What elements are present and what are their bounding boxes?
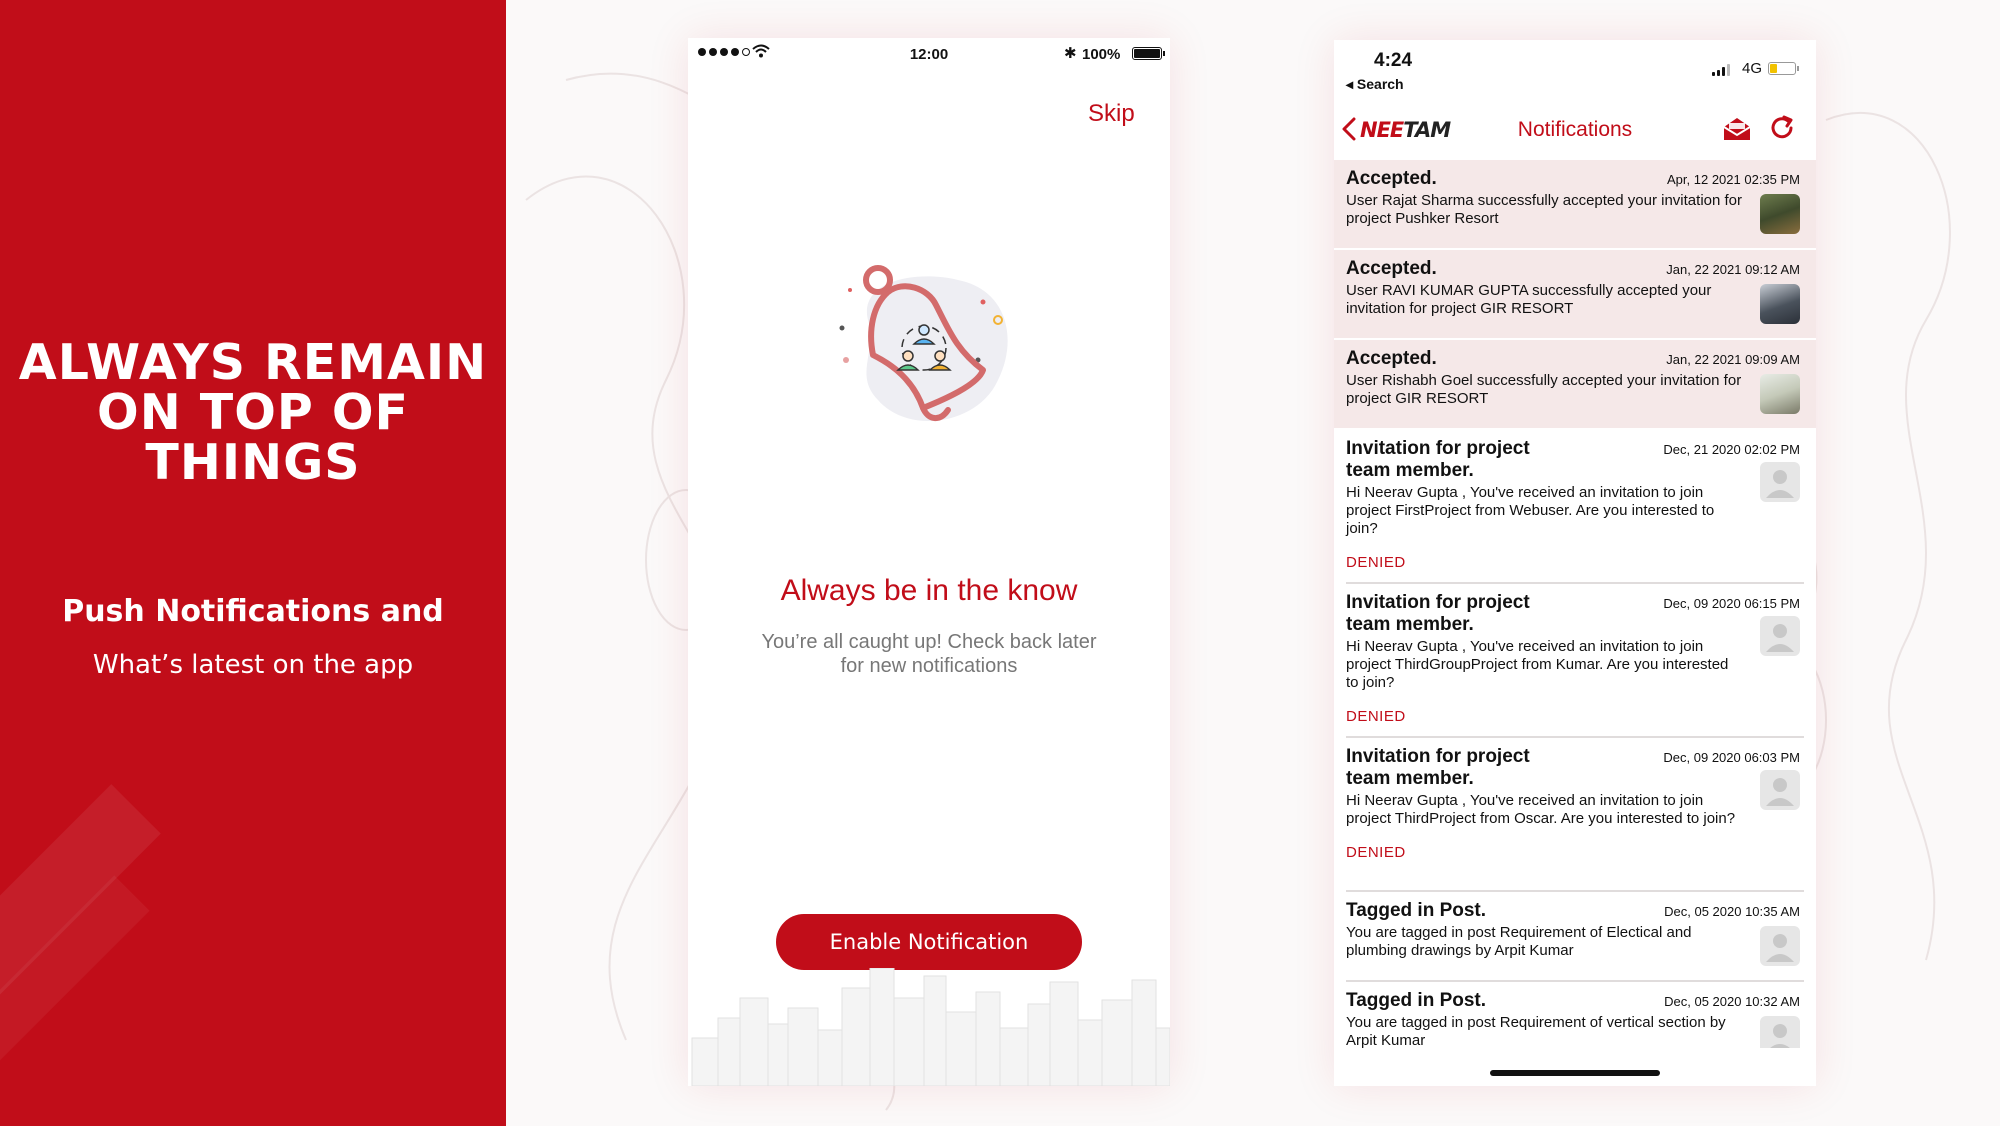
status-badge: DENIED [1346, 554, 1406, 571]
notification-date: Dec, 21 2020 02:02 PM [1663, 442, 1800, 457]
banner-subheading: Push Notifications and [62, 594, 444, 629]
notification-title: Accepted. [1346, 348, 1437, 369]
notification-date: Dec, 05 2020 10:32 AM [1664, 994, 1800, 1009]
page-title: Notifications [1517, 118, 1633, 141]
notification-title: Accepted. [1346, 168, 1437, 189]
notification-title: Invitation for project team member. [1346, 746, 1530, 789]
notification-item[interactable] [1346, 982, 1804, 1048]
refresh-icon[interactable] [1768, 114, 1796, 142]
battery-icon [1768, 62, 1796, 75]
notification-body: User Rishabh Goel successfully accepted your invitation for project GIR RESORT [1346, 372, 1742, 407]
status-time: 4:24 [1374, 50, 1413, 71]
notification-title: Invitation for project team member. [1346, 592, 1530, 635]
notification-body: User RAVI KUMAR GUPTA successfully accepted your invitation for project GIR RESORT [1346, 282, 1712, 317]
notification-title: Invitation for project team member. [1346, 438, 1530, 481]
user-placeholder-icon [1760, 462, 1800, 502]
battery-percent: 100% [1082, 46, 1121, 63]
notification-date: Jan, 22 2021 09:12 AM [1666, 262, 1800, 277]
notification-title: Tagged in Post. [1346, 900, 1487, 921]
notification-body: You are tagged in post Requirement of vertical section by Arpit Kumar [1346, 1014, 1726, 1048]
skip-button[interactable]: Skip [1088, 100, 1135, 127]
banner-headline: ALWAYS REMAIN ON TOP OF THINGS [18, 334, 488, 491]
avatar [1760, 194, 1800, 234]
battery-icon [1132, 47, 1162, 60]
empty-state-title: Always be in the know [780, 574, 1078, 607]
back-to-search-link[interactable]: ◂ Search [1346, 76, 1404, 92]
status-badge: DENIED [1346, 708, 1406, 725]
user-placeholder-icon [1760, 926, 1800, 966]
nav-bar [1334, 102, 1816, 158]
notification-item[interactable] [1334, 160, 1816, 250]
enable-notification-button[interactable]: Enable Notification [776, 914, 1082, 970]
city-skyline-illustration [688, 968, 1170, 1086]
notification-body: You are tagged in post Requirement of Electical and plumbing drawings by Arpit Kumar [1346, 924, 1692, 959]
notification-date: Jan, 22 2021 09:09 AM [1666, 352, 1800, 367]
notification-date: Dec, 09 2020 06:15 PM [1663, 596, 1800, 611]
notification-body: Hi Neerav Gupta , You've received an invitation to join project ThirdProject from Oscar. Are you interested to join? [1346, 792, 1736, 827]
notification-item[interactable] [1346, 892, 1804, 982]
promo-banner [0, 0, 506, 1126]
notification-item[interactable] [1346, 430, 1804, 584]
avatar [1760, 284, 1800, 324]
notification-date: Dec, 09 2020 06:03 PM [1663, 750, 1800, 765]
network-type: 4G [1742, 60, 1763, 77]
notification-item[interactable] [1346, 738, 1804, 892]
notifications-list [1334, 160, 1816, 1048]
notification-item[interactable] [1334, 250, 1816, 340]
phone-screen-enable-notifications [688, 38, 1170, 1086]
phone-screen-notifications-list [1334, 40, 1816, 1086]
notification-body: Hi Neerav Gupta , You've received an invitation to join project FirstProject from Webuser. Are you interested to join? [1346, 484, 1715, 537]
user-placeholder-icon [1760, 770, 1800, 810]
status-time: 12:00 [909, 46, 949, 63]
status-bar [688, 38, 1170, 68]
logo-prefix: NEE [1360, 118, 1404, 142]
notification-body: Hi Neerav Gupta , You've received an invitation to join project ThirdGroupProject from Kumar. Are you interested to join? [1346, 638, 1729, 691]
notification-date: Dec, 05 2020 10:35 AM [1664, 904, 1800, 919]
cellular-signal-icon [1712, 64, 1730, 76]
logo-suffix: TAM [1403, 118, 1451, 142]
bell-people-icon [828, 250, 1028, 450]
empty-state-body: You’re all caught up! Check back later for new notifications [761, 631, 1097, 677]
avatar [1760, 374, 1800, 414]
notification-item[interactable] [1334, 340, 1816, 430]
banner-subtext: What’s latest on the app [92, 650, 414, 680]
user-placeholder-icon [1760, 1016, 1800, 1048]
notification-title: Accepted. [1346, 258, 1437, 279]
envelope-open-icon[interactable] [1722, 116, 1752, 142]
notification-title: Tagged in Post. [1346, 990, 1487, 1011]
notification-date: Apr, 12 2021 02:35 PM [1667, 172, 1800, 187]
bluetooth-icon: ✱ [1064, 45, 1077, 62]
user-placeholder-icon [1760, 616, 1800, 656]
notification-body: User Rajat Sharma successfully accepted your invitation for project Pushker Resort [1346, 192, 1743, 227]
notification-item[interactable] [1346, 584, 1804, 738]
home-indicator[interactable] [1490, 1070, 1660, 1076]
status-badge: DENIED [1346, 844, 1406, 861]
